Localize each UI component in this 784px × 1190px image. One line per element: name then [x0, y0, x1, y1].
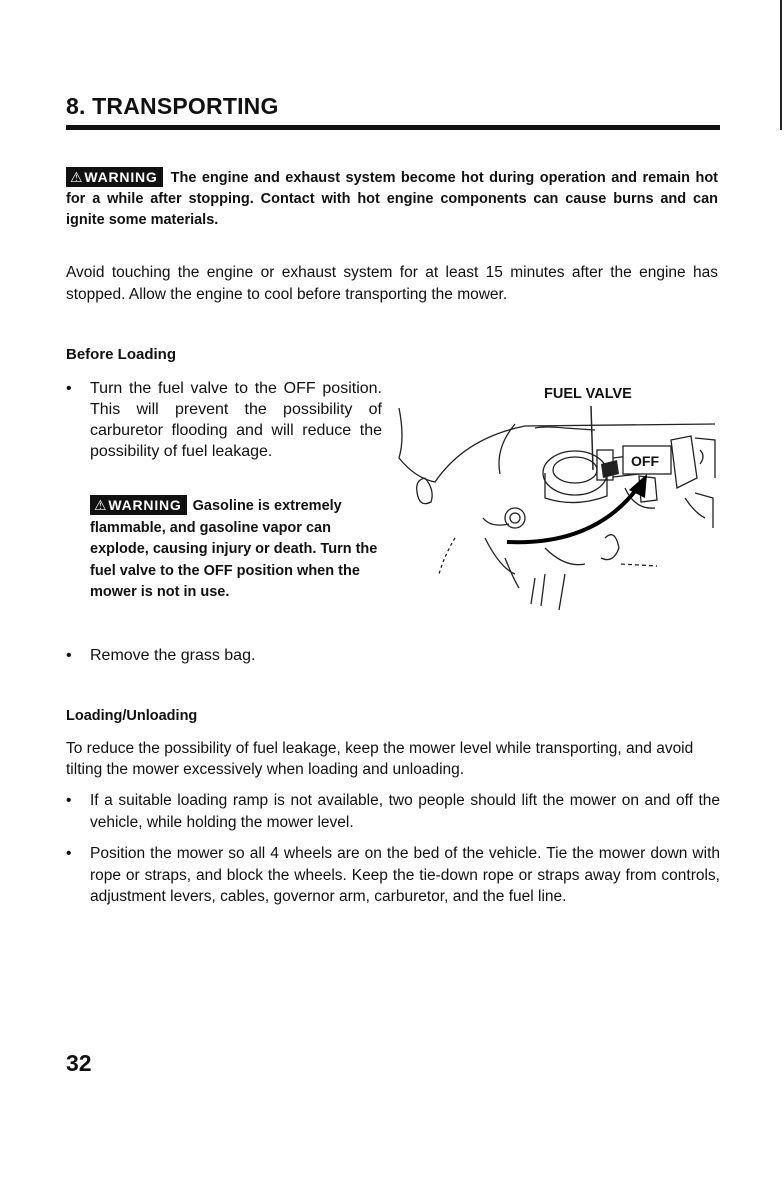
- off-label: OFF: [631, 453, 659, 469]
- avoid-touching-paragraph: Avoid touching the engine or exhaust system for at least 15 minutes after the engine has stopped. Allow the engine to cool before transporting the mower.: [66, 264, 718, 303]
- before-loading-heading: Before Loading: [66, 346, 177, 363]
- page-number: 32: [66, 1050, 92, 1076]
- list-item: • Position the mower so all 4 wheels are on the bed of the vehicle. Tie the mower down with rope or straps, and block the wheels. Keep the tie-down rope or straps away from controls, adjustment levers, cables, governor arm, carburetor, and the fuel line.: [66, 845, 720, 905]
- loading-intro: To reduce the possibility of fuel leakage, keep the mower level while transporting, and avoid tilting the mower excessively when loading and unloading.: [66, 740, 694, 778]
- loading-unloading-heading: Loading/Unloading: [66, 708, 198, 724]
- before-loading-list-cont: [66, 645, 382, 666]
- title-rule: [66, 125, 720, 130]
- list-item: • If a suitable loading ramp is not available, two people should lift the mower on and off the vehicle, while holding the mower level.: [66, 792, 720, 831]
- loading-list: [66, 790, 720, 918]
- warning-triangle-icon: ⚠: [70, 169, 84, 185]
- bullet-icon: •: [66, 845, 72, 862]
- section-title: 8. TRANSPORTING: [66, 93, 279, 119]
- bullet-icon: •: [66, 792, 72, 809]
- warning-triangle-icon: ⚠: [94, 497, 108, 513]
- bullet-icon: •: [66, 647, 72, 664]
- warning-badge: ⚠WARNING: [66, 167, 163, 187]
- before-loading-list: [66, 378, 382, 462]
- list-item: • Turn the fuel valve to the OFF position. This will prevent the possibility of carburetor flooding and will reduce the possibility of fuel leakage.: [66, 380, 382, 460]
- warning-text: Gasoline is extremely flammable, and gasoline vapor can explode, causing injury or death. Turn the fuel valve to the OFF position when the mower is not in use.: [90, 498, 378, 600]
- fuel-valve-figure: [395, 378, 725, 618]
- gasoline-warning: [90, 495, 380, 604]
- list-item: • Remove the grass bag.: [66, 647, 256, 664]
- fuel-valve-illustration: [395, 378, 725, 618]
- warning-badge: ⚠WARNING: [90, 495, 187, 515]
- warning-text: The engine and exhaust system become hot during operation and remain hot for a while after stopping. Contact with hot engine components can cause burns and can ignite some materials.: [66, 170, 718, 228]
- page-edge-mark: [780, 0, 782, 130]
- engine-hot-warning: [66, 167, 718, 231]
- bullet-icon: •: [66, 380, 72, 397]
- figure-label: FUEL VALVE: [544, 386, 632, 402]
